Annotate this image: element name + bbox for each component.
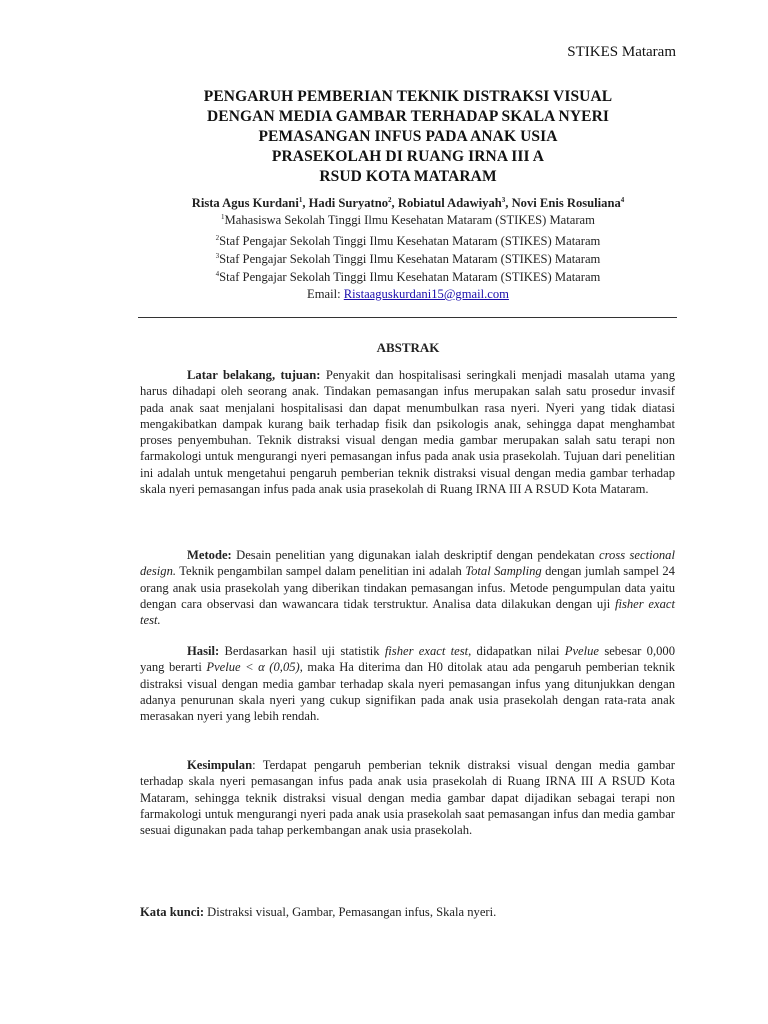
running-head: STIKES Mataram xyxy=(567,44,676,60)
section-text: Berdasarkan hasil uji statistik xyxy=(219,644,385,658)
affiliation xyxy=(140,266,676,285)
section-label: Hasil: xyxy=(187,644,220,658)
email-label: Email: xyxy=(307,287,344,301)
section-text: , maka Ha diterima dan H0 ditolak atau ada pengaruh pemberian teknik distraksi visual dengan media gambar terhadap skala nyeri pemasangan infus yang ditunjukkan dengan adanya penurunan skala nyeri yang cukup signifikan pada anak usia prasekolah dengan rata-rata anak merasakan nyeri yang lebih rendah. xyxy=(140,660,675,724)
affiliation-text: Staf Pengajar Sekolah Tinggi Ilmu Kesehatan Mataram (STIKES) Mataram xyxy=(219,252,601,266)
section-label: Metode: xyxy=(187,548,232,562)
section-hasil xyxy=(140,643,675,724)
italic-term: Pvelue xyxy=(564,644,600,658)
title-line: PENGARUH PEMBERIAN TEKNIK DISTRAKSI VISUAL xyxy=(203,88,613,105)
author-name: Novi Enis Rosuliana xyxy=(511,196,621,210)
italic-term: fisher exact test xyxy=(384,644,469,658)
italic-term: Pvelue < α (0,05) xyxy=(206,660,300,675)
section-text: dengan jumlah sampel 24 orang anak usia prasekolah yang diberikan tindakan pemasangan infus. Metode pengumpulan data yaitu dengan cara observasi dan wawancara tidak terstruktur. Analisa data dilakukan dengan uji xyxy=(140,564,675,611)
section-metode xyxy=(140,547,675,628)
keywords xyxy=(140,904,675,920)
affiliation-text: Staf Pengajar Sekolah Tinggi Ilmu Kesehatan Mataram (STIKES) Mataram xyxy=(219,270,601,284)
italic-term: cross sectional design. xyxy=(140,548,675,579)
section-text: : Terdapat pengaruh pemberian teknik distraksi visual dengan media gambar terhadap skala nyeri pemasangan infus pada anak usia prasekolah di Ruang IRNA III A RSUD Kota Mataram, sehingga teknik distraksi visual dengan media gambar dapat dijadikan sebagai terapi non farmakologi untuk mengurangi nyeri pada anak usia prasekolah saat pemasangan infus dan media gambar sesuai digunakan pada tahap perkembangan anak usia prasekolah. xyxy=(140,758,675,838)
affiliation-sup: 1 xyxy=(221,213,225,221)
author-name: Robiatul Adawiyah xyxy=(397,196,502,210)
section-text: Desain penelitian yang digunakan ialah deskriptif dengan pendekatan xyxy=(231,548,600,562)
section-latar-belakang xyxy=(140,367,675,497)
section-label: Kesimpulan xyxy=(187,758,253,772)
affiliation-text: Staf Pengajar Sekolah Tinggi Ilmu Kesehatan Mataram (STIKES) Mataram xyxy=(219,234,601,248)
abstract-heading: ABSTRAK xyxy=(376,340,440,355)
section-label: Latar belakang, tujuan: xyxy=(187,368,321,382)
title-line: PEMASANGAN INFUS PADA ANAK USIA xyxy=(258,128,558,145)
email-link[interactable]: Ristaaguskurdani15@gmail.com xyxy=(343,287,509,301)
affiliation-sup: 3 xyxy=(215,252,220,260)
section-text: sebesar 0,000 yang berarti xyxy=(140,644,675,675)
title-line: RSUD KOTA MATARAM xyxy=(319,168,497,185)
section-text: , didapatkan nilai xyxy=(468,644,565,658)
title-line: DENGAN MEDIA GAMBAR TERHADAP SKALA NYERI xyxy=(206,108,610,125)
section-text: Penyakit dan hospitalisasi seringkali menjadi masalah utama yang harus dihadapi oleh seorang anak. Tindakan pemasangan infus merupakan salah satu prosedur invasif pada anak saat menjalani hospitalisasi dan dapat menumbulkan rasa nyeri. Nyeri yang tidak diatasi mengakibatkan dampak kurang baik terhadap fisik dan psikologis anak, sehingga dapat menghambat proses penyembuhan. Teknik distraksi visual dengan media gambar merupakan salah satu terapi non farmakologi untuk mengurangi nyeri pemasangan infus pada anak usia prasekolah. Tujuan dari penelitian ini adalah untuk mengetahui pengaruh pemberian teknik distraksi visual dengan media gambar terhadap skala nyeri pemasangan infus pada anak usia prasekolah di Ruang IRNA III A RSUD Kota Mataram. xyxy=(140,368,675,497)
italic-term: fisher exact test. xyxy=(140,596,675,628)
affiliation-sup: 2 xyxy=(215,234,220,242)
keywords-text: Distraksi visual, Gambar, Pemasangan infus, Skala nyeri. xyxy=(204,905,497,919)
author-name: Hadi Suryatno xyxy=(308,196,389,210)
email-line xyxy=(140,286,676,302)
divider xyxy=(138,317,677,318)
section-text: Teknik pengambilan sampel dalam penelitian ini adalah xyxy=(176,564,466,579)
section-kesimpulan xyxy=(140,757,675,838)
italic-term: Total Sampling xyxy=(465,564,542,579)
author-sup: 3 xyxy=(501,196,506,204)
affiliation-sup: 4 xyxy=(215,270,220,278)
affiliation xyxy=(140,248,676,267)
author-name: Rista Agus Kurdani xyxy=(191,196,299,210)
author-sup: 1 xyxy=(298,196,303,204)
author-sup: 2 xyxy=(388,196,392,204)
affiliation xyxy=(140,209,676,228)
affiliation-text: Mahasiswa Sekolah Tinggi Ilmu Kesehatan Mataram (STIKES) Mataram xyxy=(224,213,595,227)
paper-title xyxy=(140,87,676,187)
author-sup: 4 xyxy=(620,196,625,204)
affiliation xyxy=(140,230,676,249)
keywords-label: Kata kunci: xyxy=(140,905,205,919)
title-line: PRASEKOLAH DI RUANG IRNA III A xyxy=(271,148,545,165)
author-list: Rista Agus Kurdani$^1$, Hadi Suryatno$^2$, Robiatul Adawiyah$^3$, Novi Enis Rosuliana$^4$ xyxy=(191,196,625,210)
